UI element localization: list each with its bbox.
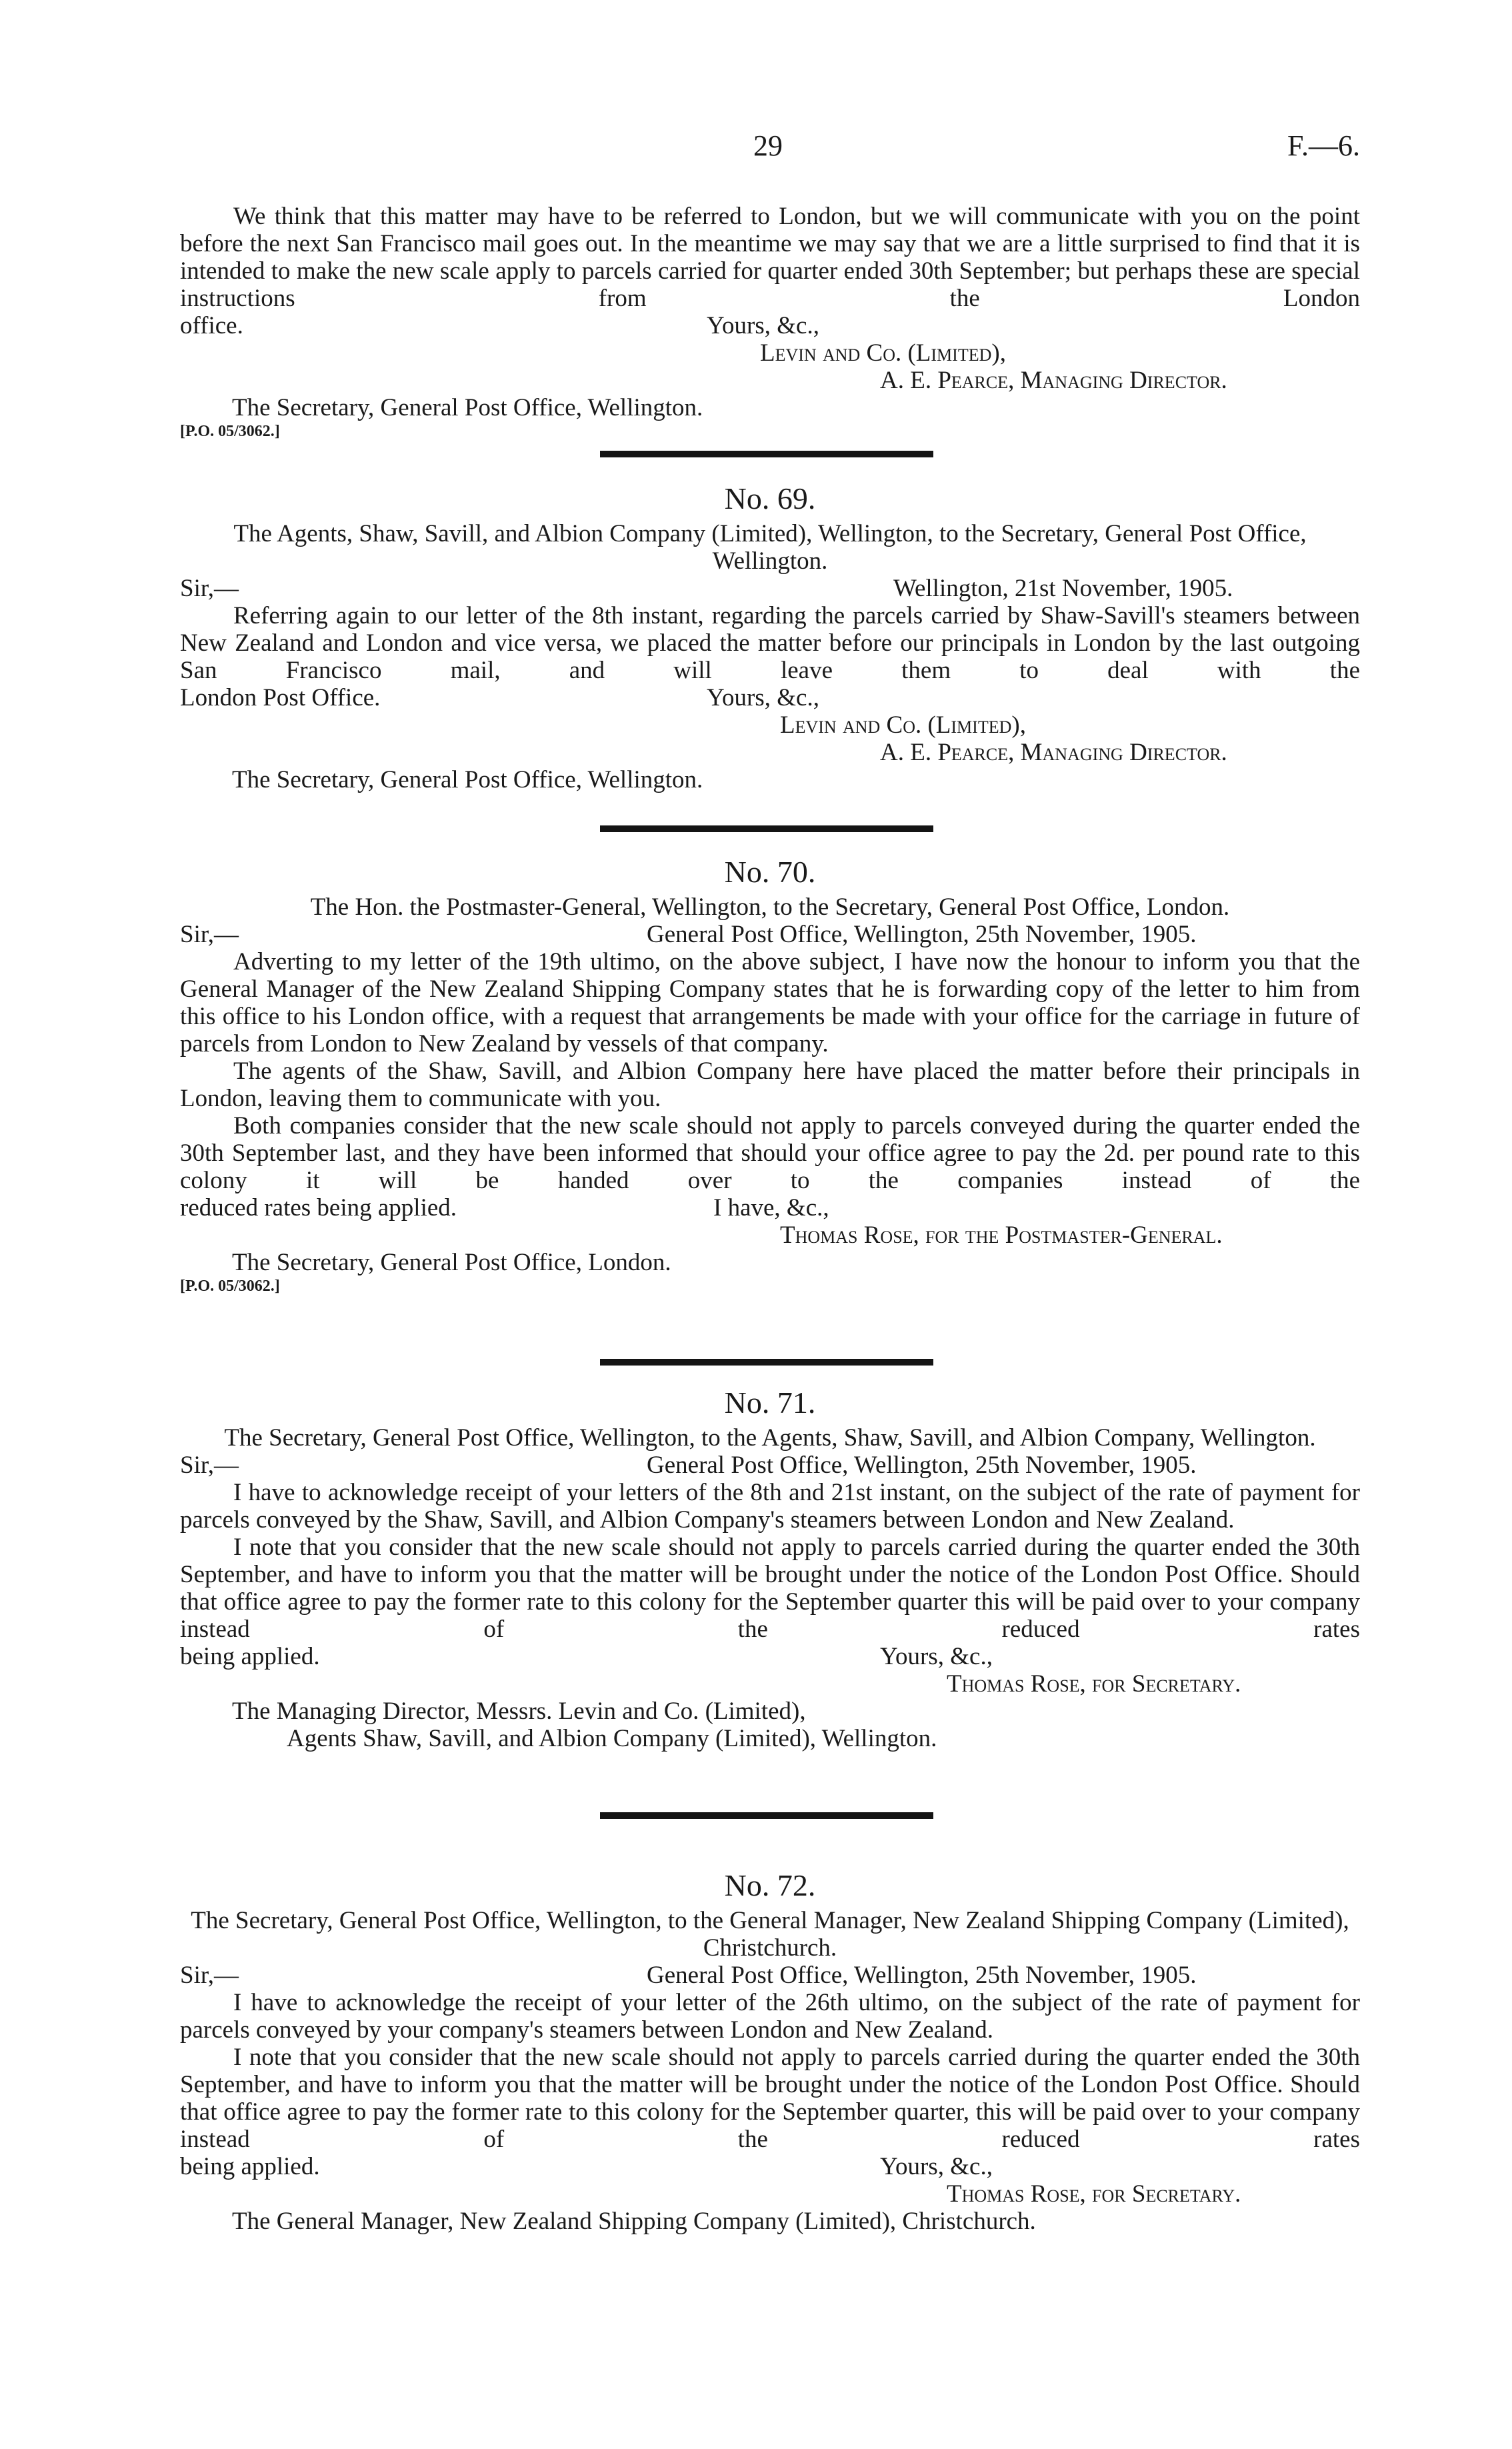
place-date: Wellington, 21st November, 1905. xyxy=(893,575,1233,602)
letter-number: No. 70. xyxy=(724,855,816,889)
salutation: Sir,— xyxy=(180,575,239,602)
addressee-row xyxy=(180,1249,1360,1276)
salutation-row xyxy=(180,575,1360,602)
salutation-row xyxy=(180,1452,1360,1479)
letter-72 xyxy=(180,1867,1360,2235)
closing: Yours, &c., xyxy=(880,2153,993,2180)
section-divider xyxy=(600,825,933,832)
addressee-row-1 xyxy=(180,1698,1360,1725)
file-reference: [P.O. 05/3062.] xyxy=(180,1278,280,1295)
letter-70 xyxy=(180,853,1360,1296)
place-date: General Post Office, Wellington, 25th November, 1905. xyxy=(647,1962,1197,1989)
intro-signature-person: A. E. Pearce, Managing Director. xyxy=(880,367,1227,394)
body-last-line: being applied. xyxy=(180,2153,320,2180)
intro-letter xyxy=(180,203,1360,441)
place-date: General Post Office, Wellington, 25th November, 1905. xyxy=(647,921,1197,948)
letter-heading: The Secretary, General Post Office, Wellington, to the Agents, Shaw, Savill, and Albion Company, Wellington. xyxy=(224,1424,1316,1452)
signature-person: A. E. Pearce, Managing Director. xyxy=(880,739,1227,766)
signature-company: Levin and Co. (Limited), xyxy=(780,711,1026,739)
closing-row xyxy=(180,1194,1360,1221)
intro-signature-company: Levin and Co. (Limited), xyxy=(760,339,1006,367)
body-paragraph: Referring again to our letter of the 8th instant, regarding the parcels carried by Shaw-Savill's steamers between New Zealand and London and vice versa, we placed the matter before our principals in London by the last outgoing San Francisco mail, and will leave them to deal with the xyxy=(180,602,1360,684)
body-paragraph: I note that you consider that the new scale should not apply to parcels carried during the quarter ended the 30th September, and have to inform you that the matter will be brought under the notice of the London Post Office. Should that office agree to pay the former rate to this colony for the September quarter, this will be paid over to your company instead of the reduced rates xyxy=(180,2044,1360,2153)
salutation: Sir,— xyxy=(180,921,239,948)
body-paragraph: I have to acknowledge receipt of your letters of the 8th and 21st instant, on the subject of the rate of payment for parcels conveyed by the Shaw, Savill, and Albion Company's steamers between London and New Zealand. xyxy=(180,1479,1360,1534)
letter-heading: The Agents, Shaw, Savill, and Albion Company (Limited), Wellington, to the Secretary, General Post Office, Wellington. xyxy=(233,520,1307,575)
signature: Thomas Rose, for the Postmaster-General. xyxy=(780,1221,1223,1249)
body-paragraph: The agents of the Shaw, Savill, and Albion Company here have placed the matter before their principals in London, leaving them to communicate with you. xyxy=(180,1057,1360,1112)
page-header xyxy=(180,129,1360,172)
signature: Thomas Rose, for Secretary. xyxy=(947,2180,1241,2208)
intro-addressee-row xyxy=(180,394,1360,421)
section-divider xyxy=(600,451,933,457)
salutation-row xyxy=(180,921,1360,948)
salutation: Sir,— xyxy=(180,1962,239,1989)
letter-heading: The Hon. the Postmaster-General, Wellington, to the Secretary, General Post Office, London. xyxy=(310,893,1230,921)
letter-number: No. 72. xyxy=(724,1868,816,1902)
body-last-line: being applied. xyxy=(180,1643,320,1670)
sig-person-row xyxy=(180,739,1360,766)
closing: Yours, &c., xyxy=(880,1643,993,1670)
signature-row xyxy=(180,1670,1360,1698)
closing-row xyxy=(180,2153,1360,2180)
letter-number: No. 71. xyxy=(724,1386,816,1420)
intro-addressee: The Secretary, General Post Office, Wellington. xyxy=(232,394,703,421)
page-number: 29 xyxy=(753,129,783,162)
addressee: The Secretary, General Post Office, Wellington. xyxy=(232,766,703,793)
letter-number: No. 69. xyxy=(724,481,816,515)
body-last-line: London Post Office. xyxy=(180,684,381,711)
intro-closing-row xyxy=(180,312,1360,339)
body-paragraph: I have to acknowledge the receipt of your letter of the 26th ultimo, on the subject of the rate of payment for parcels conveyed by your company's steamers between London and New Zealand. xyxy=(180,1989,1360,2044)
addressee-row-2 xyxy=(180,1725,1360,1752)
salutation-row xyxy=(180,1962,1360,1989)
closing-row xyxy=(180,684,1360,711)
intro-last-line: office. xyxy=(180,312,243,339)
addressee-row xyxy=(180,766,1360,793)
salutation: Sir,— xyxy=(180,1452,239,1479)
section-divider xyxy=(600,1359,933,1366)
intro-file-reference: [P.O. 05/3062.] xyxy=(180,423,280,440)
closing: Yours, &c., xyxy=(707,684,819,711)
section-divider xyxy=(600,1812,933,1819)
intro-closing: Yours, &c., xyxy=(707,312,819,339)
body-paragraph: Both companies consider that the new scale should not apply to parcels conveyed during the quarter ended the 30th September last, and they have been informed that should your office agree to pay the 2d. per pound rate to this colony it will be handed over to the companies instead of the xyxy=(180,1112,1360,1194)
signature: Thomas Rose, for Secretary. xyxy=(947,1670,1241,1698)
addressee-line-2: Agents Shaw, Savill, and Albion Company (Limited), Wellington. xyxy=(287,1725,937,1752)
body-paragraph: Adverting to my letter of the 19th ultimo, on the above subject, I have now the honour to inform you that the General Manager of the New Zealand Shipping Company states that he is forwarding copy of the letter to him from this office to his London office, with a request that arrangements be made with your office for the carriage in future of parcels from London to New Zealand by vessels of that company. xyxy=(180,948,1360,1057)
addressee: The General Manager, New Zealand Shipping Company (Limited), Christchurch. xyxy=(232,2208,1036,2235)
intro-sig-person-row xyxy=(180,367,1360,394)
signature-row xyxy=(180,1221,1360,1249)
letter-heading: The Secretary, General Post Office, Wellington, to the General Manager, New Zealand Shipping Company (Limited), Christchurch. xyxy=(191,1907,1349,1962)
place-date: General Post Office, Wellington, 25th November, 1905. xyxy=(647,1452,1197,1479)
addressee-line-1: The Managing Director, Messrs. Levin and Co. (Limited), xyxy=(232,1698,806,1725)
addressee-row xyxy=(180,2208,1360,2235)
addressee: The Secretary, General Post Office, London. xyxy=(232,1249,671,1276)
letter-69 xyxy=(180,480,1360,793)
document-page xyxy=(180,0,1360,2449)
document-reference: F.—6. xyxy=(1287,129,1360,162)
intro-paragraph: We think that this matter may have to be referred to London, but we will communicate with you on the point before the next San Francisco mail goes out. In the meantime we may say that we are a little surprised to find that it is intended to make the new scale apply to parcels carried for quarter ended 30th September; but perhaps these are special instructions from the London xyxy=(180,203,1360,312)
letter-71 xyxy=(180,1384,1360,1752)
sig-company-row xyxy=(180,711,1360,739)
closing-row xyxy=(180,1643,1360,1670)
signature-row xyxy=(180,2180,1360,2208)
closing: I have, &c., xyxy=(713,1194,829,1221)
body-paragraph: I note that you consider that the new scale should not apply to parcels carried during the quarter ended the 30th September, and have to inform you that the matter will be brought under the notice of the London Post Office. Should that office agree to pay the former rate to this colony for the September quarter this will be paid over to your company instead of the reduced rates xyxy=(180,1534,1360,1643)
body-last-line: reduced rates being applied. xyxy=(180,1194,457,1221)
intro-sig-company-row xyxy=(180,339,1360,367)
